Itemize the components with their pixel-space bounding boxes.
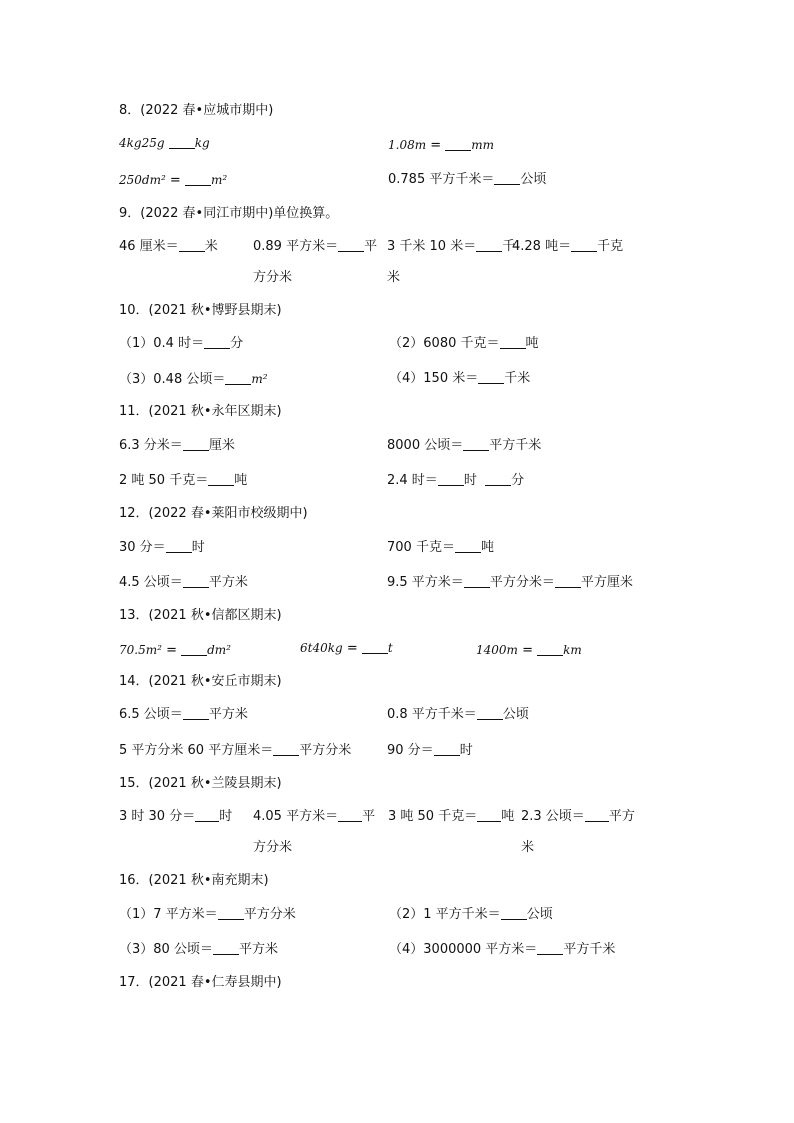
p14-i4-text: 90 分＝ [387,743,434,758]
p11-item-2 [387,437,541,455]
p9-item-3 [387,238,515,256]
problem-12-heading: 12．(2022 春•莱阳市校级期中) [119,506,308,521]
p11-item-1 [119,437,235,455]
p16-i1-text: （1）7 平方米＝ [119,907,218,922]
p8-i1-unit2: g [156,136,165,150]
p13-i1-eq: = [166,643,177,658]
answer-blank[interactable] [455,539,481,553]
answer-blank[interactable] [218,906,244,920]
answer-blank[interactable] [181,642,207,656]
p10-item-2 [389,335,539,353]
p13-i2-num2: 40 [312,641,328,655]
answer-blank[interactable] [273,742,299,756]
p13-item-2 [300,639,393,658]
p14-item-3 [119,742,351,760]
answer-blank[interactable] [445,137,471,151]
p9-item-2-wrap: 方分米 [253,270,293,285]
answer-blank[interactable] [185,172,211,186]
p9-i1-text: 46 厘米＝ [119,239,179,254]
p16-i3-text: （3）80 公顷＝ [119,942,213,957]
p13-i3-unit2: km [563,643,582,657]
p12-i3-unit: 平方米 [208,575,248,590]
p13-i1-unit1: m² [145,643,162,657]
answer-blank[interactable] [463,437,489,451]
p15-i4-unit: 平方 [608,809,635,824]
p12-i1-text: 30 分＝ [119,540,166,555]
p11-i3-unit: 吨 [234,473,248,488]
p8-item-2 [388,136,494,155]
p8-i1-unit1: kg [126,136,142,150]
p9-item-4 [512,238,623,256]
p13-i2-unit2: kg [327,641,343,655]
p10-item-3 [119,370,268,389]
p16-i4-unit: 平方千米 [563,942,616,957]
p13-i1-unit2: dm² [207,643,231,657]
p8-item-1 [119,134,210,153]
p9-i1-unit: 米 [204,239,218,254]
p8-item-4 [388,171,546,189]
answer-blank[interactable] [555,574,581,588]
problem-10-heading: 10．(2021 秋•博野县期末) [119,303,282,318]
p14-item-4 [387,742,473,760]
p15-i4-text: 2.3 公顷＝ [521,809,585,824]
p10-i3-unit: m² [251,372,268,386]
p9-i2-text: 0.89 平方米＝ [253,239,339,254]
p16-item-3 [119,941,278,959]
p8-i1-num1: 4 [119,136,127,150]
p15-i2-unit: 平 [362,809,376,824]
p13-i2-unit1: t [307,641,313,655]
p15-i1-unit: 时 [219,809,233,824]
answer-blank[interactable] [477,808,501,822]
p15-i3-text: 3 吨 50 千克＝ [388,809,478,824]
p9-item-3-wrap: 米 [387,270,401,285]
p16-i4-text: （4）3000000 平方米＝ [389,942,538,957]
p12-i1-unit: 时 [191,540,205,555]
p10-i2-unit: 吨 [525,336,539,351]
p9-item-1 [119,238,218,256]
p11-i1-text: 6.3 分米＝ [119,438,183,453]
p10-item-4 [389,370,530,388]
p11-i4-unit2: 分 [511,473,525,488]
answer-blank[interactable] [195,808,219,822]
p9-i4-text: 4.28 吨＝ [512,239,572,254]
p8-item-3 [119,171,227,190]
p11-i1-unit: 厘米 [208,438,235,453]
p12-item-3 [119,574,248,592]
p14-i4-unit: 时 [459,743,473,758]
answer-blank[interactable] [179,238,205,252]
answer-blank[interactable] [464,574,490,588]
p8-i4-text: 0.785 平方千米＝ [388,172,495,187]
p16-i2-unit: 公顷 [526,907,553,922]
problem-9-heading: 9．(2022 春•同江市期中)单位换算。 [119,206,339,221]
p14-i2-unit: 公顷 [502,707,529,722]
p8-i3-num: 250 [119,173,142,187]
p13-i3-eq: = [522,643,533,658]
p12-i3-text: 4.5 公顷＝ [119,575,183,590]
p8-i1-num2: 25 [141,136,157,150]
p9-i4-unit: 千克 [597,239,624,254]
p11-item-3 [119,472,247,490]
p15-i1-text: 3 时 30 分＝ [119,809,196,824]
p16-i2-text: （2）1 平方千米＝ [389,907,501,922]
p11-i4-unit1: 时 [463,473,477,488]
answer-blank[interactable] [537,941,563,955]
p10-i4-text: （4）150 米＝ [389,371,479,386]
p12-item-2 [387,539,494,557]
p8-i2-eq: = [430,138,442,153]
p13-i1-num: 70.5 [119,643,146,657]
p14-i3-text: 5 平方分米 60 平方厘米＝ [119,743,274,758]
p11-i2-text: 8000 公顷＝ [387,438,464,453]
problem-14-heading: 14．(2021 秋•安丘市期末) [119,674,282,689]
p8-i3-unit2: m² [210,173,228,187]
p12-i2-text: 700 千克＝ [387,540,455,555]
p9-item-2 [253,238,377,256]
p10-i1-unit: 分 [230,336,244,351]
p13-i3-unit1: m [506,643,518,657]
problem-13-heading: 13．(2021 秋•信都区期末) [119,608,282,623]
answer-blank[interactable] [477,706,503,720]
problem-11-heading: 11．(2021 秋•永年区期末) [119,404,282,419]
p11-i3-text: 2 吨 50 千克＝ [119,473,209,488]
answer-blank[interactable] [183,437,209,451]
p11-i4-text: 2.4 时＝ [387,473,438,488]
p15-item-2 [253,808,375,826]
p8-i1-unit3: kg [194,136,210,150]
p14-item-1 [119,706,248,724]
p13-item-1 [119,641,231,660]
answer-blank[interactable] [183,706,209,720]
p12-i4-unit1: 平方分米＝ [489,575,555,590]
p16-item-2 [389,906,553,924]
p15-item-4-wrap: 米 [521,840,535,855]
p8-i3-eq: = [169,173,181,188]
p15-item-1 [119,808,232,826]
p13-i2-num1: 6 [300,641,308,655]
answer-blank[interactable] [166,539,192,553]
p15-i3-unit: 吨 [501,809,515,824]
p8-i2-num: 1.08 [388,138,415,152]
p16-item-1 [119,906,296,924]
p10-i2-text: （2）6080 千克＝ [389,336,500,351]
p14-i2-text: 0.8 平方千米＝ [387,707,477,722]
p13-i3-num: 1400 [476,643,507,657]
p8-i2-unit2: mm [471,138,495,152]
problem-8-heading: 8．(2022 春•应城市期中) [119,103,274,118]
answer-blank[interactable] [485,472,511,486]
answer-blank[interactable] [476,238,502,252]
p12-item-1 [119,539,205,557]
p8-i2-unit1: m [414,138,427,152]
answer-blank[interactable] [338,238,364,252]
p9-i3-unit: 千 [502,239,516,254]
p13-i2-unit3: t [387,641,393,655]
answer-blank[interactable] [494,171,520,185]
p11-i2-unit: 平方千米 [489,438,542,453]
answer-blank[interactable] [169,135,195,149]
answer-blank[interactable] [438,472,464,486]
p10-i3-text: （3）0.48 公顷＝ [119,372,226,387]
p15-item-2-wrap: 方分米 [253,840,293,855]
p9-i2-unit: 平 [364,239,378,254]
answer-blank[interactable] [183,574,209,588]
answer-blank[interactable] [362,640,388,654]
answer-blank[interactable] [571,238,597,252]
p15-i2-text: 4.05 平方米＝ [253,809,339,824]
problem-17-heading: 17．(2021 春•仁寿县期中) [119,975,282,990]
p9-i3-text: 3 千米 10 米＝ [387,239,477,254]
p13-item-3 [476,641,582,660]
answer-blank[interactable] [213,941,239,955]
p13-i2-eq: = [346,641,358,656]
answer-blank[interactable] [208,472,234,486]
answer-blank[interactable] [478,370,504,384]
answer-blank[interactable] [338,808,362,822]
p10-i1-text: （1）0.4 时＝ [119,336,205,351]
answer-blank[interactable] [501,906,527,920]
p11-item-4 [387,472,524,490]
p15-item-3 [388,808,514,826]
answer-blank[interactable] [500,335,526,349]
answer-blank[interactable] [585,808,609,822]
p8-i3-unit1: dm² [141,173,166,187]
p12-i2-unit: 吨 [480,540,494,555]
p12-i4-text: 9.5 平方米＝ [387,575,464,590]
problem-16-heading: 16．(2021 秋•南充期末) [119,873,269,888]
answer-blank[interactable] [225,371,251,385]
p16-item-4 [389,941,615,959]
answer-blank[interactable] [434,742,460,756]
p12-i4-unit2: 平方厘米 [580,575,633,590]
p12-item-4 [387,574,633,592]
answer-blank[interactable] [204,335,230,349]
p16-i3-unit: 平方米 [238,942,278,957]
answer-blank[interactable] [537,642,563,656]
p15-item-4 [521,808,635,826]
p14-item-2 [387,706,529,724]
p16-i1-unit: 平方分米 [243,907,296,922]
p10-item-1 [119,335,243,353]
p14-i1-unit: 平方米 [208,707,248,722]
p14-i1-text: 6.5 公顷＝ [119,707,183,722]
p14-i3-unit: 平方分米 [299,743,352,758]
p10-i4-unit: 千米 [504,371,531,386]
problem-15-heading: 15．(2021 秋•兰陵县期末) [119,776,282,791]
p8-i4-unit: 公顷 [520,172,547,187]
